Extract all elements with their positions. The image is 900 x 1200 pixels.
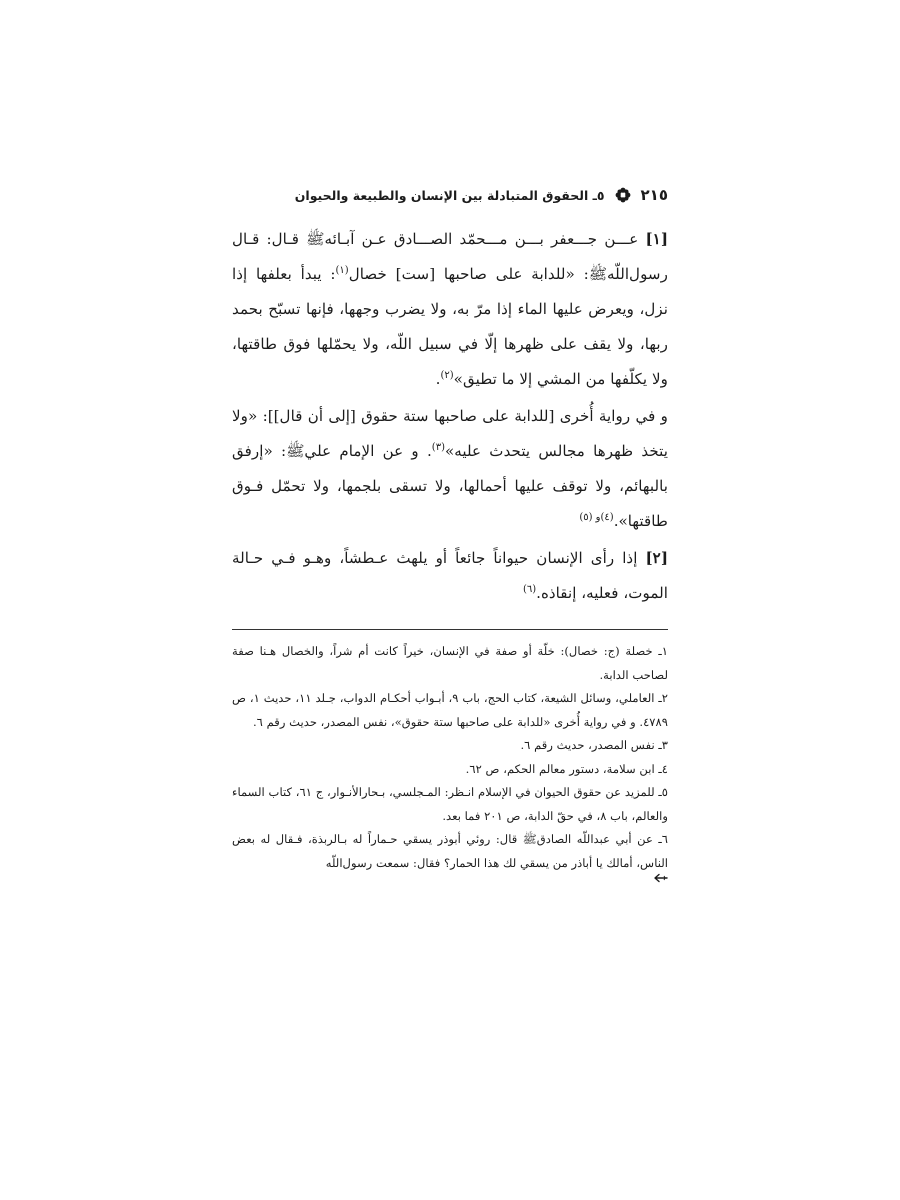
footnote-item: ٦ـ عن أبي عبداللّه الصادقﷺ قال: روئي أبوذر يسقي حـماراً له بـالربذة، فـقال له بعض الناس، أمالك يا أباذر من يسقي لك هذا الحمار؟ فقال: سمعت رسول‌اللّه: [232, 832, 668, 870]
footnote-item: ١ـ خصلة (ج: خصال): خلّة أو صفة في الإنسان، خيراً كانت أم شراً، والخصال هـنا صفة لصاحب الدابة.: [232, 644, 668, 682]
page-number: ٢١٥: [640, 186, 668, 204]
paragraph-number: [٢]: [645, 549, 668, 567]
running-head: [232, 180, 668, 210]
footnote-ref[interactable]: (١): [335, 264, 349, 276]
paragraph-2: [232, 399, 668, 539]
paragraph-text: عـــن جـــعفر بـــن مـــحمّد الصـــادق عـن آبـائهﷺ قـال: قـال رسول‌اللّهﷺ: «للدابة على صاحبها [ست] خصال: [232, 230, 668, 283]
paragraph-text: إذا رأى الإنسان حيواناً جائعاً أو يلهث عـطشاً، وهـو فـي حـالة الموت، فعليه، إنقاذه.: [232, 549, 668, 602]
book-page: [232, 180, 668, 883]
paragraph-text: و في رواية أُخرى [للدابة على صاحبها ستة حقوق [إلى أن قال]]: «ولا يتخذ ظهرها مجالس يتحدث عليه»: [232, 407, 668, 460]
paragraph-3: [232, 541, 668, 611]
paragraph-1: [232, 222, 668, 397]
paragraph-text: .: [435, 370, 441, 388]
running-title: ٥ـ الحقوق المتبادلة بين الإنسان والطبيعة والحيوان: [294, 187, 605, 203]
paragraph-number: [١]: [645, 230, 668, 248]
footnote-item: ٥ـ للمزيد عن حقوق الحيوان في الإسلام انـظر: المـجلسي، بـحارالأنـوار، ج ٦١، كتاب السماء والعالم، باب ٨، في حقّ الدابة، ص ٢٠١ فما بعد.: [232, 785, 668, 823]
footnote-item: ٢ـ العاملي، وسائل الشيعة، كتاب الحج، باب ٩، أبـواب أحكـام الدواب، جـلد ١١، حديث ١، ص ٤٧٨٩. و في رواية أُخرى «للدابة على صاحبها ستة حقوق»، نفس المصدر، حديث رقم ٦.: [232, 691, 668, 729]
footnote-ref[interactable]: (٦): [522, 583, 537, 595]
footnote-ref[interactable]: (٣): [431, 441, 445, 453]
footnote-item: ٣ـ نفس المصدر، حديث رقم ٦.: [520, 738, 668, 752]
footnotes: [232, 640, 668, 883]
footnote-ref[interactable]: (٤)و (٥): [579, 511, 614, 523]
main-text: [232, 222, 668, 611]
footnote-ref[interactable]: (٢): [440, 369, 454, 381]
flower-ornament-icon: [615, 187, 631, 203]
footnote-item: ٤ـ ابن سلامة، دستور معالم الحكم، ص ٦٢.: [465, 761, 668, 776]
paragraph-text: : يبدأ بعلفها إذا نزل، ويعرض عليها الماء إذا مرّ به، ولا يضرب وجهها، فإنها تسبّح بحمد ربها، ولا يقف على ظهرها إلّا في سبيل اللّه، ولا يحمّلها فوق طاقتها، ولا يكلّفها من المشي إلا ما تطيق»: [232, 265, 668, 388]
paragraph-text: . و عن الإمام عليﷺ: «إرفق بالبهائم، ولا توقف عليها أحمالها، ولا تسقى بلجمها، ولا تحمّل فـوق طاقتها».: [232, 442, 668, 530]
footnote-divider: [232, 629, 668, 630]
